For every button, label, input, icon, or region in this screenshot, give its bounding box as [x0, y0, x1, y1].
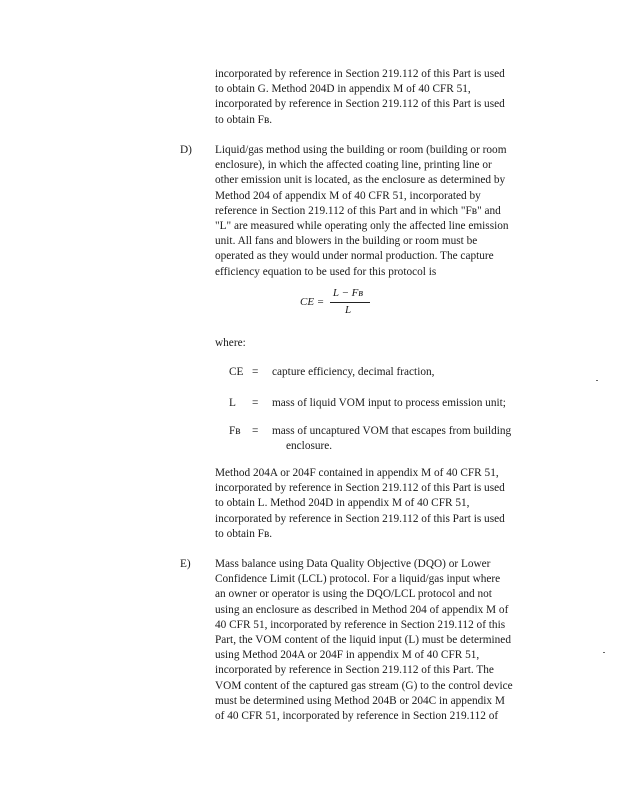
fraction-bar — [330, 302, 370, 303]
method-paragraph — [215, 466, 505, 542]
text-line: "L" are measured while operating only the affected line emission — [215, 220, 509, 233]
text-line: Part, the VOM content of the liquid input (L) must be determined — [215, 634, 511, 647]
text-line: operated as they would under normal production. The capture — [215, 250, 494, 263]
text-line: incorporated by reference in Section 219.112 of this Part is used — [215, 482, 505, 495]
scan-speck — [596, 380, 598, 381]
text-line: incorporated by reference in Section 219.112 of this Part. The — [215, 664, 494, 677]
text-line: incorporated by reference in Section 219.112 of this Part is used — [215, 512, 505, 525]
text-line: incorporated by reference in Section 219.112 of this Part is used — [215, 68, 505, 80]
definition-symbol: CE — [229, 366, 244, 378]
definition-equals: = — [252, 366, 259, 378]
item-e-label: E) — [180, 558, 191, 570]
text-line: unit. All fans and blowers in the building or room must be — [215, 235, 478, 248]
text-line: VOM content of the captured gas stream (G) to the control device — [215, 679, 513, 692]
text-line: using an enclosure as described in Method 204 of appendix M of — [215, 603, 509, 616]
text-line: incorporated by reference in Section 219.112 of this Part is used — [215, 98, 505, 111]
text-line: Method 204A or 204F contained in appendix M of 40 CFR 51, — [215, 467, 499, 479]
text-line: 40 CFR 51, incorporated by reference in Section 219.112 of this — [215, 618, 506, 631]
text-line: other emission unit is located, as the enclosure as determined by — [215, 174, 506, 187]
scan-speck — [603, 652, 605, 653]
text-line: Confidence Limit (LCL) protocol. For a liquid/gas input where — [215, 573, 501, 586]
item-d-label: D) — [180, 144, 192, 156]
definition-text: mass of uncaptured VOM that escapes from building — [272, 425, 512, 437]
definition-text: mass of liquid VOM input to process emission unit; — [272, 397, 506, 409]
text-line: to obtain G. Method 204D in appendix M of 40 CFR 51, — [215, 83, 471, 96]
text-line: to obtain L. Method 204D in appendix M of 40 CFR 51, — [215, 497, 470, 510]
text-line: Liquid/gas method using the building or room (building or room — [215, 144, 507, 156]
text-line: efficiency equation to be used for this protocol is — [215, 265, 437, 278]
text-line: to obtain Fʙ. — [215, 113, 273, 126]
definition-text: enclosure. — [286, 440, 333, 452]
definition-equals: = — [252, 397, 259, 409]
continuation-paragraph — [215, 67, 505, 128]
equation-lhs: CE = — [300, 296, 325, 308]
definition-equals: = — [252, 425, 259, 437]
definition-symbol: Fʙ — [229, 425, 241, 437]
text-line: must be determined using Method 204B or 204C in appendix M — [215, 694, 505, 707]
text-line: Method 204 of appendix M of 40 CFR 51, incorporated by — [215, 189, 481, 202]
equation-denominator: L — [344, 304, 352, 316]
text-line: Mass balance using Data Quality Objective (DQO) or Lower — [215, 558, 491, 570]
definition-text: capture efficiency, decimal fraction, — [272, 366, 435, 378]
text-line: reference in Section 219.112 of this Part and in which "Fʙ" and — [215, 204, 501, 217]
item-d-paragraph — [215, 143, 509, 280]
text-line: using Method 204A or 204F in appendix M of 40 CFR 51, — [215, 649, 480, 662]
equation-numerator: L − Fʙ — [332, 287, 364, 299]
text-line: to obtain Fʙ. — [215, 527, 273, 540]
definition-symbol: L — [229, 397, 236, 409]
item-e-paragraph — [215, 557, 513, 724]
text-line: of 40 CFR 51, incorporated by reference in Section 219.112 of — [215, 710, 499, 723]
text-line: an owner or operator is using the DQO/LCL protocol and not — [215, 588, 492, 601]
text-line: enclosure), in which the affected coating line, printing line or — [215, 159, 492, 172]
where-label: where: — [215, 337, 246, 349]
